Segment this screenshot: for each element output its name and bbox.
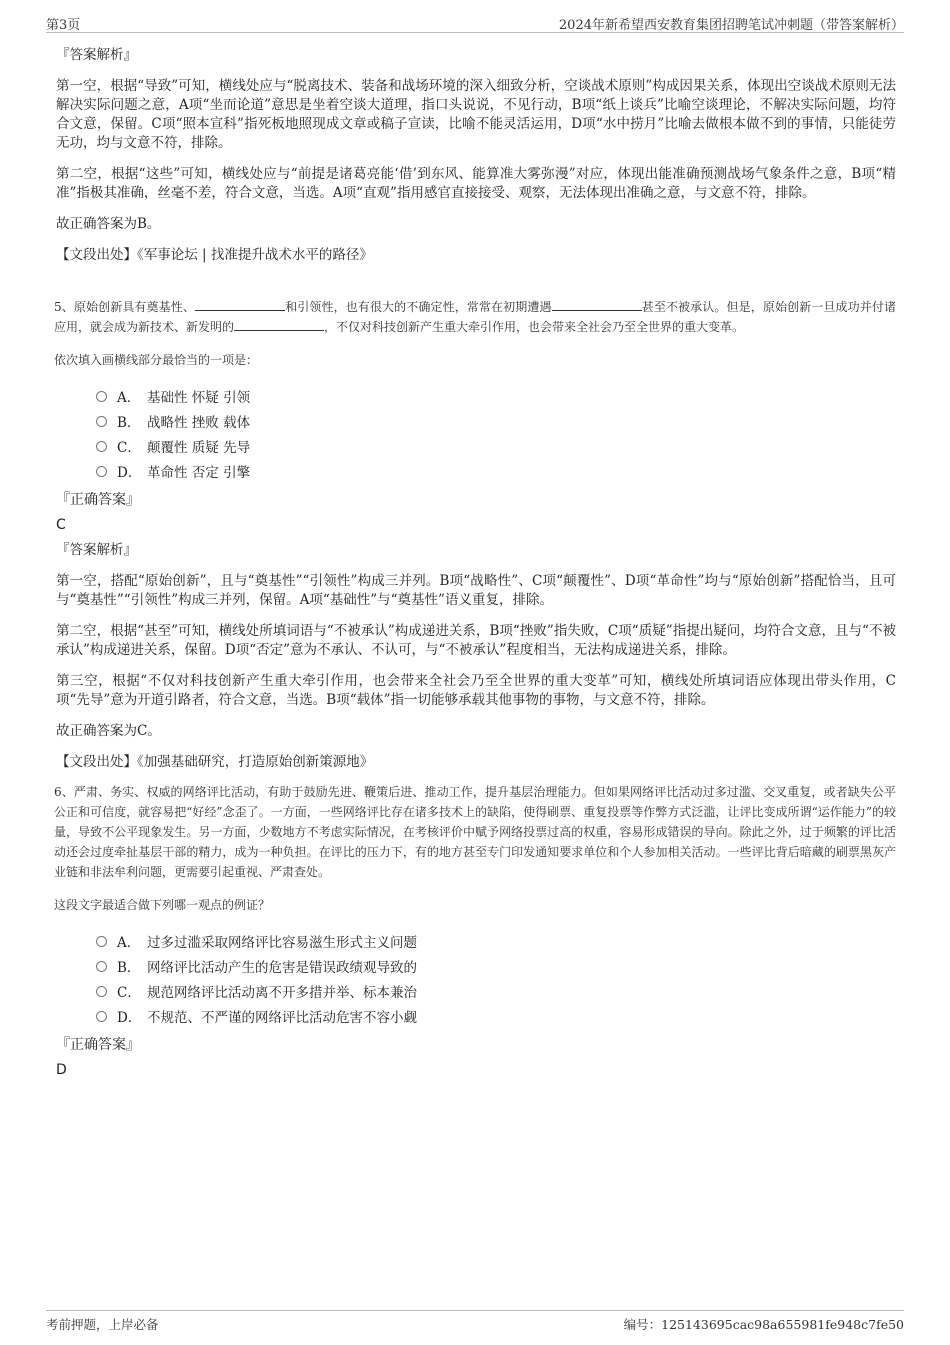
option-a[interactable]: A． 基础性 怀疑 引领 xyxy=(96,383,896,408)
option-d[interactable]: D． 革命性 否定 引擎 xyxy=(96,458,896,483)
radio-icon[interactable] xyxy=(96,391,107,402)
question-5-stem: 5、原始创新具有奠基性、 和引领性，也有很大的不确定性，常常在初期遭遇 甚至不被承认。但是，原始创新一旦成功并付诸应用，就会成为新技术、新发明的 ，不仅对科技创新产生重大牵引作用，也会带来全社会乃至全世界的重大变革。 xyxy=(54,300,896,334)
page-number: 第3页 xyxy=(46,18,81,33)
analysis-tag: 『答案解析』 xyxy=(56,542,137,558)
analysis-paragraph: 第一空，根据“导致”可知，横线处应与“脱离技术、装备和战场环境的深入细致分析，空谈战术原则”构成因果关系，体现出空谈战术原则无法解决实际问题之意，A项“坐而论道”意思是坐着空谈大道理，指口头说说，不见行动，B项“纸上谈兵”比喻空谈理论，不解决实际问题，均符合文意，保留。C项“照本宣科”指死板地照现成文章或稿子宣读，比喻不能灵活运用，D项“水中捞月”比喻去做根本做不到的事情，只能徒劳无功，均与文意不符，排除。 xyxy=(56,78,896,151)
option-c[interactable]: C． 规范网络评比活动离不开多措并举、标本兼治 xyxy=(96,978,896,1003)
radio-icon[interactable] xyxy=(96,961,107,972)
radio-icon[interactable] xyxy=(96,1011,107,1022)
correct-answer: D xyxy=(56,1062,67,1078)
blank-2 xyxy=(552,298,642,311)
correct-answer: C xyxy=(56,517,66,533)
radio-icon[interactable] xyxy=(96,466,107,477)
blank-3 xyxy=(234,318,324,331)
option-b[interactable]: B． 战略性 挫败 载体 xyxy=(96,408,896,433)
blank-1 xyxy=(195,298,285,311)
option-c[interactable]: C． 颠覆性 质疑 先导 xyxy=(96,433,896,458)
option-a[interactable]: A． 过多过滥采取网络评比容易滋生形式主义问题 xyxy=(96,928,896,953)
option-d[interactable]: D． 不规范、不严谨的网络评比活动危害不容小觑 xyxy=(96,1003,896,1028)
conclusion: 故正确答案为B。 xyxy=(56,216,161,232)
radio-icon[interactable] xyxy=(96,441,107,452)
radio-icon[interactable] xyxy=(96,986,107,997)
document-code: 编号：125143695cac98a655981fe948c7fe50 xyxy=(623,1317,904,1332)
question-6-prompt: 这段文字最适合做下列哪一观点的例证？ xyxy=(54,898,271,912)
option-b[interactable]: B． 网络评比活动产生的危害是错误政绩观导致的 xyxy=(96,953,896,978)
question-6-options xyxy=(96,928,896,1028)
question-5-options xyxy=(96,383,896,483)
radio-icon[interactable] xyxy=(96,936,107,947)
analysis-paragraph: 第二空，根据“这些”可知，横线处应与“前提是诸葛亮能‘借’到东风、能算准大雾弥漫”对应，体现出能准确预测战场气象条件之意，B项“精准”指极其准确，丝毫不差，符合文意，当选。A项“直观”指用感官直接接受、观察，无法体现出准确之意，与文意不符，排除。 xyxy=(56,166,896,201)
analysis-paragraph: 第一空，搭配“原始创新”，且与“奠基性”“引领性”构成三并列。B项“战略性”、C项“颠覆性”、D项“革命性”均与“原始创新”搭配恰当，且可与“奠基性”“引领性”构成三并列，保留。A项“基础性”与“奠基性”语义重复，排除。 xyxy=(56,573,896,608)
conclusion: 故正确答案为C。 xyxy=(56,723,161,739)
document-title: 2024年新希望西安教育集团招聘笔试冲刺题（带答案解析） xyxy=(558,18,904,33)
analysis-tag: 『答案解析』 xyxy=(56,47,137,63)
analysis-paragraph: 第二空，根据“甚至”可知，横线处所填词语与“不被承认”构成递进关系，B项“挫败”指失败，C项“质疑”指提出疑问，均符合文意，且与“不被承认”构成递进关系，保留。D项“否定”意为不承认、不认可，与“不被承认”程度相当，无法构成递进关系，排除。 xyxy=(56,623,896,658)
page-header xyxy=(46,12,904,33)
radio-icon[interactable] xyxy=(96,416,107,427)
correct-answer-tag: 『正确答案』 xyxy=(56,492,140,508)
page-footer xyxy=(46,1310,904,1335)
page-content xyxy=(56,46,896,1086)
question-5-prompt: 依次填入画横线部分最恰当的一项是： xyxy=(54,353,259,367)
correct-answer-tag: 『正确答案』 xyxy=(56,1037,140,1053)
analysis-paragraph: 第三空，根据“不仅对科技创新产生重大牵引作用，也会带来全社会乃至全世界的重大变革”可知，横线处所填词语应体现出带头作用，C项“先导”意为开道引路者，符合文意，当选。B项“载体”指一切能够承载其他事物的事物，与文意不符，排除。 xyxy=(56,673,896,708)
question-6-stem: 6、严肃、务实、权威的网络评比活动，有助于鼓励先进、鞭策后进、推动工作，提升基层治理能力。但如果网络评比活动过多过滥、交叉重复，或者缺失公平公正和可信度，就容易把“好经”念歪了。一方面，一些网络评比存在诸多技术上的缺陷，使得刷票、重复投票等作弊方式泛滥，让评比变成所谓“运作能力”的较量，导致不公平现象发生。另一方面，少数地方不考虑实际情况，在考核评价中赋予网络投票过高的权重，容易形成错误的导向。除此之外，过于频繁的评比活动还会过度牵扯基层干部的精力，成为一种负担。在评比的压力下，有的地方甚至专门印发通知要求单位和个人参加相关活动。一些评比背后暗藏的刷票黑灰产业链和非法牟利问题，更需要引起重视、严肃查处。 xyxy=(54,785,896,879)
source-citation: 【文段出处】《军事论坛 | 找准提升战术水平的路径》 xyxy=(56,247,373,263)
source-citation: 【文段出处】《加强基础研究，打造原始创新策源地》 xyxy=(56,754,374,770)
footer-slogan: 考前押题，上岸必备 xyxy=(46,1317,159,1332)
